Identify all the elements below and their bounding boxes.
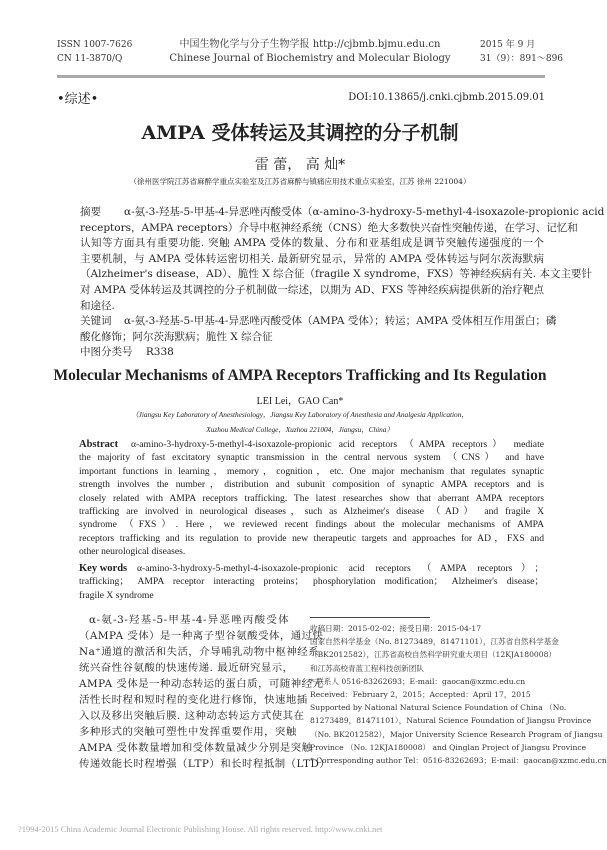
text-line: α-amino-3-hydroxy-5-methyl-4-isoxazole-propionic acid receptors （AMPA receptors）； — [137, 563, 544, 574]
body-text — [79, 612, 331, 772]
journal-name — [160, 38, 460, 66]
authors-cn: 雷 蕾， 高 灿* — [254, 157, 346, 173]
keywords-en — [79, 562, 544, 602]
text-line: α-氨-3-羟基-5-甲基-4-异恶唑丙酸受体（AMPA 受体）；转运；AMPA 受体相互作用蛋白；磷 — [124, 315, 557, 327]
text-line: 认知等方面具有重要功能. 突触 AMPA 受体的数量、分布和亚基组成是调节突触传递强度的一个 — [80, 237, 544, 250]
affiliation-en — [0, 407, 600, 437]
abstract-cn — [80, 205, 605, 314]
text-line: 和江苏高校青蓝工程科技创新团队 — [310, 663, 424, 673]
journal-name-en: Chinese Journal of Biochemistry and Molecular Biology — [169, 53, 451, 64]
section-label: •综述• — [57, 92, 99, 107]
text-line: Province （No. 12KJA180008） and Qinglan Project of Jiangsu Province — [310, 742, 587, 752]
abstract-en — [79, 438, 544, 559]
text-line: AMPA 受体是一种动态转运的蛋白质，可随神经元 — [79, 678, 324, 690]
text-line: α-amino-3-hydroxy-5-methyl-4-isoxazole-propionic acid receptors （AMPA receptors） mediate — [131, 439, 544, 450]
affiliation-en-line: （Jiangsu Key Laboratory of Anesthesiology，Jiangsu Key Laboratory of Anesthesia and Analgesia Application， — [131, 410, 469, 419]
text-line: Na⁺通道的激活和失活，介导哺乳动物中枢神经系 — [79, 646, 320, 658]
text-line: 对 AMPA 受体转运及其调控的分子机制做一综述，以期为 AD、FXS 等神经疾病提供新的治疗靶点 — [80, 283, 544, 296]
text-line: 收稿日期：2015-02-02；接受日期：2015-04-17 — [310, 624, 482, 633]
text-line: （No. BK2012582），Major University Science Research Program of Jiangsu — [310, 729, 603, 739]
authors-en: LEI Lei，GAO Can* — [256, 396, 344, 407]
text-line: receptors trafficking and its regulation to provide new therapeutic targets and approaches for AD，FXS and — [79, 532, 544, 544]
issue-pages: 31（9）：891～896 — [480, 54, 564, 64]
text-line: * Corresponding author Tel：0516-83262693；E-mail：gaocan@xzmc.edu.cn — [310, 756, 607, 766]
clc — [80, 345, 174, 361]
text-line: （Alzheimer's disease，AD）、脆性 X 综合征（fragile X syndrome，FXS）等神经疾病有关. 本文主要针 — [80, 268, 592, 281]
text-line: 国家自然科学基金（No. 81273489，81471101），江苏省自然科学基金 — [310, 637, 559, 647]
keywords-cn-label: 关键词 — [80, 315, 112, 327]
text-line: 传递效能长时程增强（LTP）和长时程抵制（LTD） — [79, 758, 331, 770]
text-line: （BK2012582），江苏省高校自然科学研究重大项目（12KJA180008） — [310, 650, 556, 660]
text-line: 主要机制，与 AMPA 受体转运密切相关. 最新研究显示，异常的 AMPA 受体转运与阿尔茨海默病 — [80, 252, 544, 265]
keywords-cn — [80, 314, 557, 345]
issn-block — [57, 38, 132, 66]
doi[interactable]: DOI:10.13865/j.cnki.cjbmb.2015.09.01 — [348, 92, 545, 103]
clc-label: 中图分类号 — [80, 346, 133, 358]
affiliation-cn: （徐州医学院江苏省麻醉学重点实验室及江苏省麻醉与镇痛应用技术重点实验室，江苏 徐州 221004） — [129, 177, 471, 186]
text-line: 入以及移出突触后膜. 这种动态转运方式使其在 — [79, 710, 305, 722]
text-line: important functions in learning，memory，cognition，etc. One major mechanism that regulates synaptic — [79, 465, 544, 477]
clc-value: R338 — [145, 346, 174, 358]
text-line: 活性长时程和短时程的变化进行修饰，快速地插 — [79, 694, 308, 706]
text-line: 统兴奋性谷氨酸的快速传递. 最近研究显示， — [79, 662, 294, 674]
text-line: trafficking are involved in neurological diseases，such as Alzheimer's disease （AD） and fragile X — [79, 506, 544, 518]
header-rule — [57, 75, 545, 78]
text-line: 和途径. — [80, 299, 115, 312]
cn-number: CN 11-3870/Q — [57, 54, 123, 64]
text-line: 酸化修饰；阿尔茨海默病；脆性 X 综合征 — [80, 330, 273, 343]
keywords-en-label: Key words — [79, 563, 128, 574]
issue-block — [480, 38, 563, 66]
title-en: Molecular Mechanisms of AMPA Receptors Trafficking and Its Regulation — [53, 367, 547, 384]
text-line: α-氨-3-羟基-5-甲基-4-异恶唑丙酸受体（α-amino-3-hydroxy-5-methyl-4-isoxazole-propionic acid — [124, 206, 605, 218]
text-line: receptors，AMPA receptors）介导中枢神经系统（CNS）绝大多数快兴奋性突触传递，在学习、记忆和 — [80, 221, 578, 234]
text-line: 81273489，81471101），Natural Science Foundation of Jiangsu Province — [310, 716, 592, 726]
text-line: other neurological diseases. — [79, 546, 186, 558]
issue-date: 2015 年 9 月 — [480, 40, 536, 50]
abstract-cn-label: 摘要 — [80, 206, 101, 218]
text-line: AMPA 受体数量增加和受体数量减少分别是突触 — [79, 742, 313, 754]
text-line: Supported by National Natural Science Foundation of China （No. — [310, 703, 567, 713]
text-line: syndrome （FXS）. Here，we reviewed recent findings about the molecular mechanisms of AMPA — [79, 519, 544, 531]
text-line: strength involves the number，distribution and subunit composition of synaptic AMPA receptors and is — [79, 479, 544, 491]
text-line: α-氨-3-羟基-5-甲基-4-异恶唑丙酸受体 — [89, 614, 289, 626]
abstract-en-label: Abstract — [79, 439, 119, 450]
journal-name-cn: 中国生物化学与分子生物学报 http://cjbmb.bjmu.edu.cn — [179, 39, 441, 50]
footnotes — [310, 622, 607, 767]
text-line: the majority of fast excitatory synaptic transmission in the central nervous system （CNS） and have — [79, 452, 544, 464]
text-line: * 联系人 0516-83262693；E-mail：gaocan@xzmc.edu.cn — [310, 676, 526, 686]
text-line: Received：February 2，2015；Accepted：April 17，2015 — [310, 690, 531, 700]
text-line: closely related with AMPA receptors trafficking. The latest researches show that aberrant AMPA receptors — [79, 492, 544, 504]
footnote-rule — [310, 617, 430, 618]
copyright: ?1994-2015 China Academic Journal Electronic Publishing House. All rights reserved. http://www.cnki.net — [18, 824, 383, 834]
text-line: 多种形式的突触可塑性中发挥重要作用，突触 — [79, 726, 297, 738]
title-cn: AMPA 受体转运及其调控的分子机制 — [141, 122, 459, 144]
text-line: （AMPA 受体）是一种离子型谷氨酸受体，通过快 — [79, 630, 324, 642]
text-line: trafficking； AMPA receptor interacting proteins； phosphorylation modification； Alzheimer's disease； — [79, 576, 544, 588]
text-line: fragile X syndrome — [79, 589, 154, 601]
affiliation-en-line: Xuzhou Medical College，Xuzhou 221004，Jiangsu，China） — [206, 425, 394, 434]
issn: ISSN 1007-7626 — [57, 40, 133, 50]
